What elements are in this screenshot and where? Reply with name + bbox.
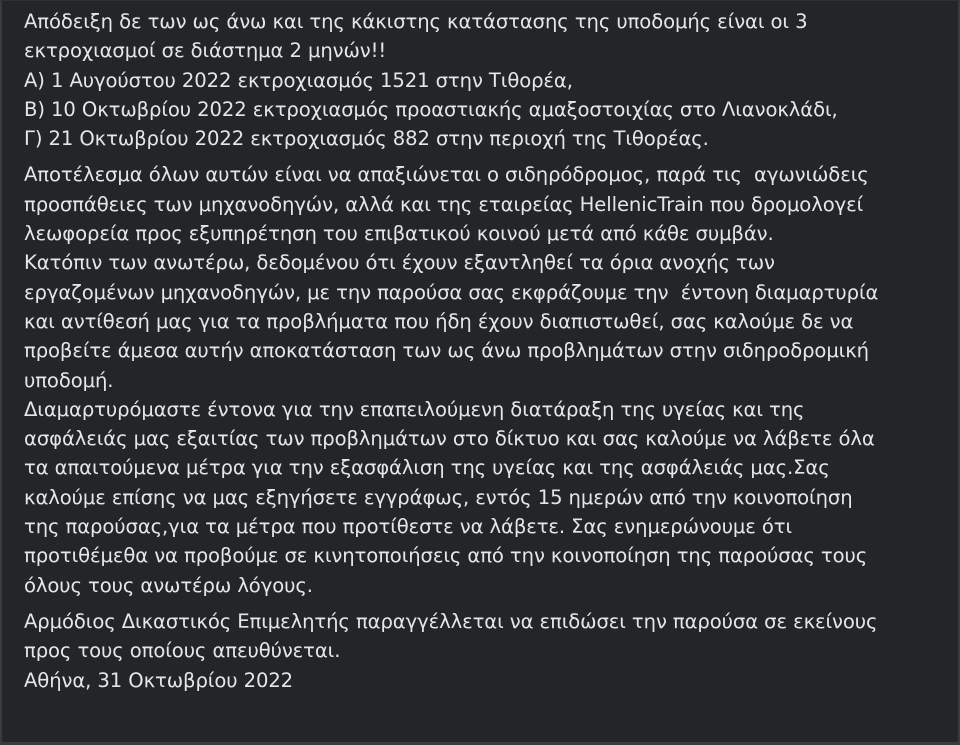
list-item: Β) 10 Οκτωβρίου 2022 εκτροχιασμός προαστιακής αμαξοστοιχίας στο Λιανοκλάδι, bbox=[24, 97, 838, 121]
paragraph-protest bbox=[24, 160, 944, 599]
post-text bbox=[24, 7, 944, 695]
paragraph-closing bbox=[24, 607, 944, 695]
text-line: και αντίθεσή μας για τα προβλήματα που ήδη έχουν διαπιστωθεί, σας καλούμε δε να bbox=[24, 309, 854, 333]
text-line: όλους τους ανωτέρω λόγους. bbox=[24, 573, 313, 597]
text-line: Απόδειξη δε των ως άνω και της κάκιστης κατάστασης της υποδομής είναι οι 3 bbox=[24, 10, 808, 33]
text-line: προβείτε άμεσα αυτήν αποκατάσταση των ως άνω προβλημάτων στην σιδηροδρομική bbox=[24, 339, 869, 363]
text-line: Διαμαρτυρόμαστε έντονα για την επαπειλούμενη διατάραξη της υγείας και της bbox=[24, 397, 805, 421]
list-item: Α) 1 Αυγούστου 2022 εκτροχιασμός 1521 στην Τιθορέα, bbox=[24, 68, 573, 92]
list-item: Γ) 21 Οκτωβρίου 2022 εκτροχιασμός 882 στην περιοχή της Τιθορέας. bbox=[24, 127, 709, 151]
text-line: καλούμε επίσης να μας εξηγήσετε εγγράφως, εντός 15 ημερών από την κοινοποίηση bbox=[24, 485, 853, 509]
paragraph-derailments bbox=[24, 7, 944, 153]
text-line: υποδομή. bbox=[24, 368, 114, 392]
text-line: ασφάλειάς μας εξαιτίας των προβλημάτων στο δίκτυο και σας καλούμε να λάβετε όλα bbox=[24, 427, 875, 451]
text-line: λεωφορεία προς εξυπηρέτηση του επιβατικού κοινού μετά από κάθε συμβάν. bbox=[24, 222, 774, 246]
text-line: προτιθέμεθα να προβούμε σε κινητοποιήσεις από την κοινοποίηση της παρούσας τους bbox=[24, 544, 868, 568]
text-line: εργαζομένων μηχανοδηγών, με την παρούσα σας εκφράζουμε την έντονη διαμαρτυρία bbox=[24, 280, 879, 304]
text-line: τα απαιτούμενα μέτρα για την εξασφάλιση της υγείας και της ασφάλειάς μας.Σας bbox=[24, 456, 830, 480]
text-line: Αρμόδιος Δικαστικός Επιμελητής παραγγέλλεται να επιδώσει την παρούσα σε εκείνους bbox=[24, 609, 878, 633]
text-line: προς τους οποίους απευθύνεται. bbox=[24, 639, 341, 663]
text-line: εκτροχιασμοί σε διάστημα 2 μηνών!! bbox=[24, 39, 387, 63]
text-line: Κατόπιν των ανωτέρω, δεδομένου ότι έχουν εξαντληθεί τα όρια ανοχής των bbox=[24, 251, 775, 275]
text-line: της παρούσας,για τα μέτρα που προτίθεστε να λάβετε. Σας ενημερώνουμε ότι bbox=[24, 515, 793, 539]
text-line: προσπάθειες των μηχανοδηγών, αλλά και της εταιρείας HellenicTrain που δρομολογεί bbox=[24, 192, 864, 216]
date-line: Αθήνα, 31 Οκτωβρίου 2022 bbox=[24, 668, 294, 692]
text-line: Αποτέλεσμα όλων αυτών είναι να απαξιώνεται ο σιδηρόδρομος, παρά τις αγωνιώδεις bbox=[24, 163, 869, 187]
